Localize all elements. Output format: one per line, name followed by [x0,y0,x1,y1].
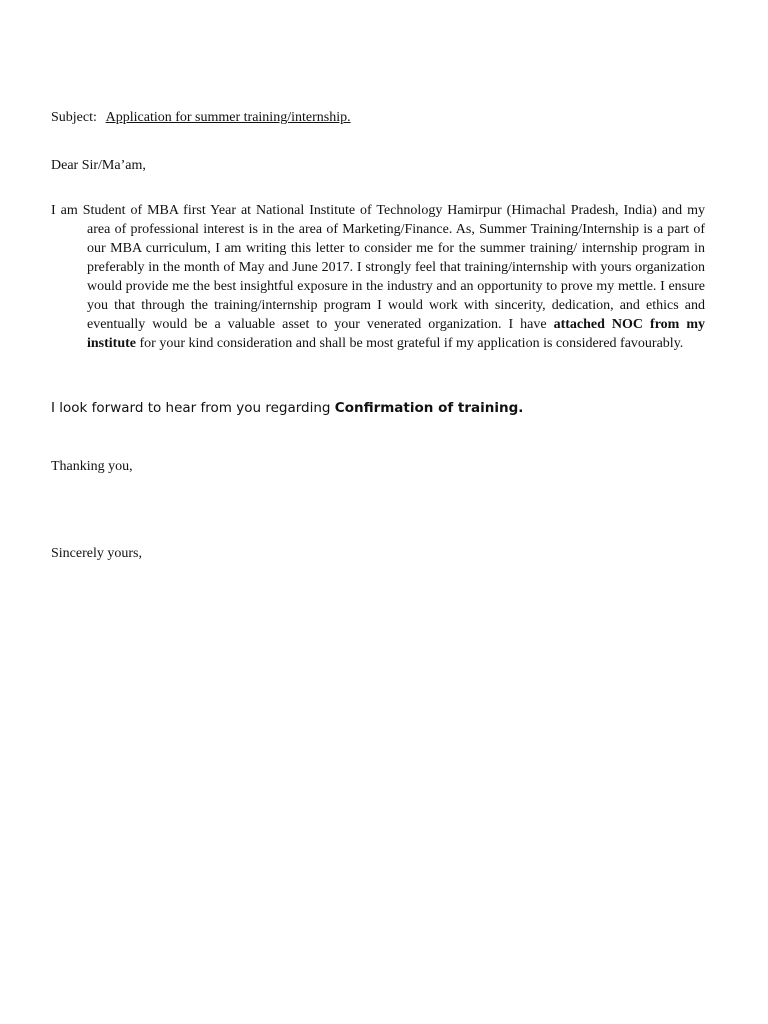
closing-line: Sincerely yours, [51,546,142,561]
salutation: Dear Sir/Ma’am, [51,158,146,173]
thanking-line: Thanking you, [51,459,133,474]
body-paragraph [51,201,705,353]
subject-label: Subject: [51,110,97,125]
forward-text: I look forward to hear from you regarding [51,400,335,416]
subject-line [51,110,351,126]
body-text-part1: I am Student of MBA first Year at National Institute of Technology Hamirpur (Himachal Pradesh, India) and my area of professional interest is in the area of Marketing/Finance. As, Summer Training/Internship is a part of our MBA curriculum, I am writing this letter to consider me for the summer training/ internship program in preferably in the month of May and June 2017. I strongly feel that training/internship with yours organization would provide me the best insightful exposure in the industry and an opportunity to prove my mettle. I ensure you that through the training/internship program I would work with sincerity, dedication, and ethics and eventually would be a valuable asset to your venerated organization. I have [51,203,705,332]
forward-line [51,400,523,416]
body-text-bold: attached NOC from my institute [87,317,705,351]
subject-text: Application for summer training/internship. [105,110,351,125]
body-text-part2: for your kind consideration and shall be most grateful if my application is considered favourably. [136,336,684,351]
forward-bold-text: Confirmation of training. [334,400,524,416]
